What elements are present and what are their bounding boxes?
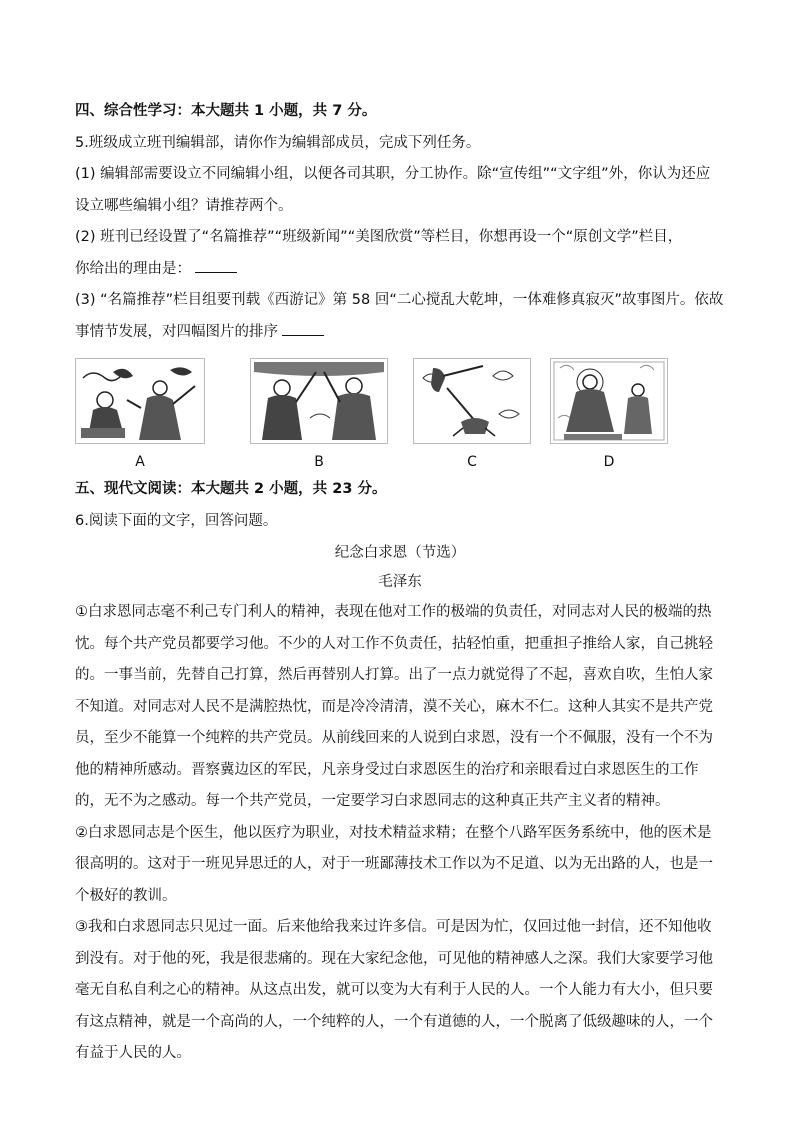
image-c-illustration <box>413 358 531 444</box>
image-d-illustration <box>550 358 668 444</box>
passage-paragraph-2: ②白求恩同志是个医生，他以医疗为职业，对技术精益求精；在整个八路军医务系统中，他的医术是很高明的。这对于一班见异思迁的人，对于一班鄙薄技术工作以为不足道、以为无出路的人，也是一个极好的教训。 <box>75 824 713 904</box>
figure-d-label: D <box>603 454 615 470</box>
question-5-part-2-line-2 <box>75 254 725 286</box>
question-5-part-1-line-1: (1) 编辑部需要设立不同编辑小组，以便各司其职，分工协作。除“宣传组”“文字组”外，你认为还应 <box>75 166 711 182</box>
section-4-heading: 四、综合性学习：本大题共 1 小题，共 7 分。 <box>75 103 377 119</box>
figure-row <box>75 358 725 478</box>
figure-b <box>250 358 388 470</box>
answer-blank[interactable] <box>195 257 237 273</box>
passage-paragraph-3: ③我和白求恩同志只见过一面。后来他给我来过许多信。可是因为忙，仅回过他一封信，还不知他收到没有。对于他的死，我是很悲痛的。现在大家纪念他，可见他的精神感人之深。我们大家要学习他毫无自私自利之心的精神。从这点出发，就可以变为大有利于人民的人。一个人能力有大小，但只要有这点精神，就是一个高尚的人，一个纯粹的人，一个有道德的人，一个脱离了低级趣味的人，一个有益于人民的人。 <box>75 919 713 1061</box>
image-b-illustration <box>250 358 388 444</box>
passage-author: 毛泽东 <box>378 574 422 590</box>
answer-blank[interactable] <box>282 320 324 336</box>
figure-a <box>75 358 205 470</box>
section-5-heading: 五、现代文阅读：本大题共 2 小题，共 23 分。 <box>75 481 387 497</box>
question-5-part-2-line-1: (2) 班刊已经设置了“名篇推荐”“班级新闻”“美图欣赏”等栏目，你想再设一个“原创文学”栏目， <box>75 229 683 245</box>
question-5-part-1-line-2: 设立哪些编辑小组？请推荐两个。 <box>75 197 293 214</box>
figure-c <box>413 358 531 470</box>
passage-title: 纪念白求恩（节选） <box>334 545 466 561</box>
question-5-part-2-prompt: 你给出的理由是： <box>75 260 191 277</box>
figure-b-label: B <box>314 454 324 470</box>
question-5-part-3-line-2 <box>75 317 725 349</box>
question-6-stem: 6.阅读下面的文字，回答问题。 <box>75 512 278 529</box>
question-5-part-3-line-1: (3) “名篇推荐”栏目组要刊载《西游记》第 58 回“二心搅乱大乾坤，一体难修真寂灭”故事图片。依故 <box>75 292 724 308</box>
exam-page <box>75 96 725 1070</box>
figure-d <box>550 358 668 470</box>
figure-c-label: C <box>467 454 477 470</box>
question-5-stem: 5.班级成立班刊编辑部，请你作为编辑部成员，完成下列任务。 <box>75 134 481 151</box>
question-5-part-3-prompt: 事情节发展，对四幅图片的排序 <box>75 323 278 340</box>
passage-paragraph-1: ①白求恩同志毫不利己专门利人的精神，表现在他对工作的极端的负责任，对同志对人民的极端的热忱。每个共产党员都要学习他。不少的人对工作不负责任，拈轻怕重，把重担子推给人家，自己挑轻的。一事当前，先替自己打算，然后再替别人打算。出了一点力就觉得了不起，喜欢自吹，生怕人家不知道。对同志对人民不是满腔热忱，而是冷冷清清，漠不关心，麻木不仁。这种人其实不是共产党员，至少不能算一个纯粹的共产党员。从前线回来的人说到白求恩，没有一个不佩服，没有一个不为他的精神所感动。晋察冀边区的军民，凡亲身受过白求恩医生的治疗和亲眼看过白求恩医生的工作的，无不为之感动。每一个共产党员，一定要学习白求恩同志的这种真正共产主义者的精神。 <box>75 604 713 809</box>
figure-a-label: A <box>135 454 145 470</box>
image-a-illustration <box>75 358 205 444</box>
